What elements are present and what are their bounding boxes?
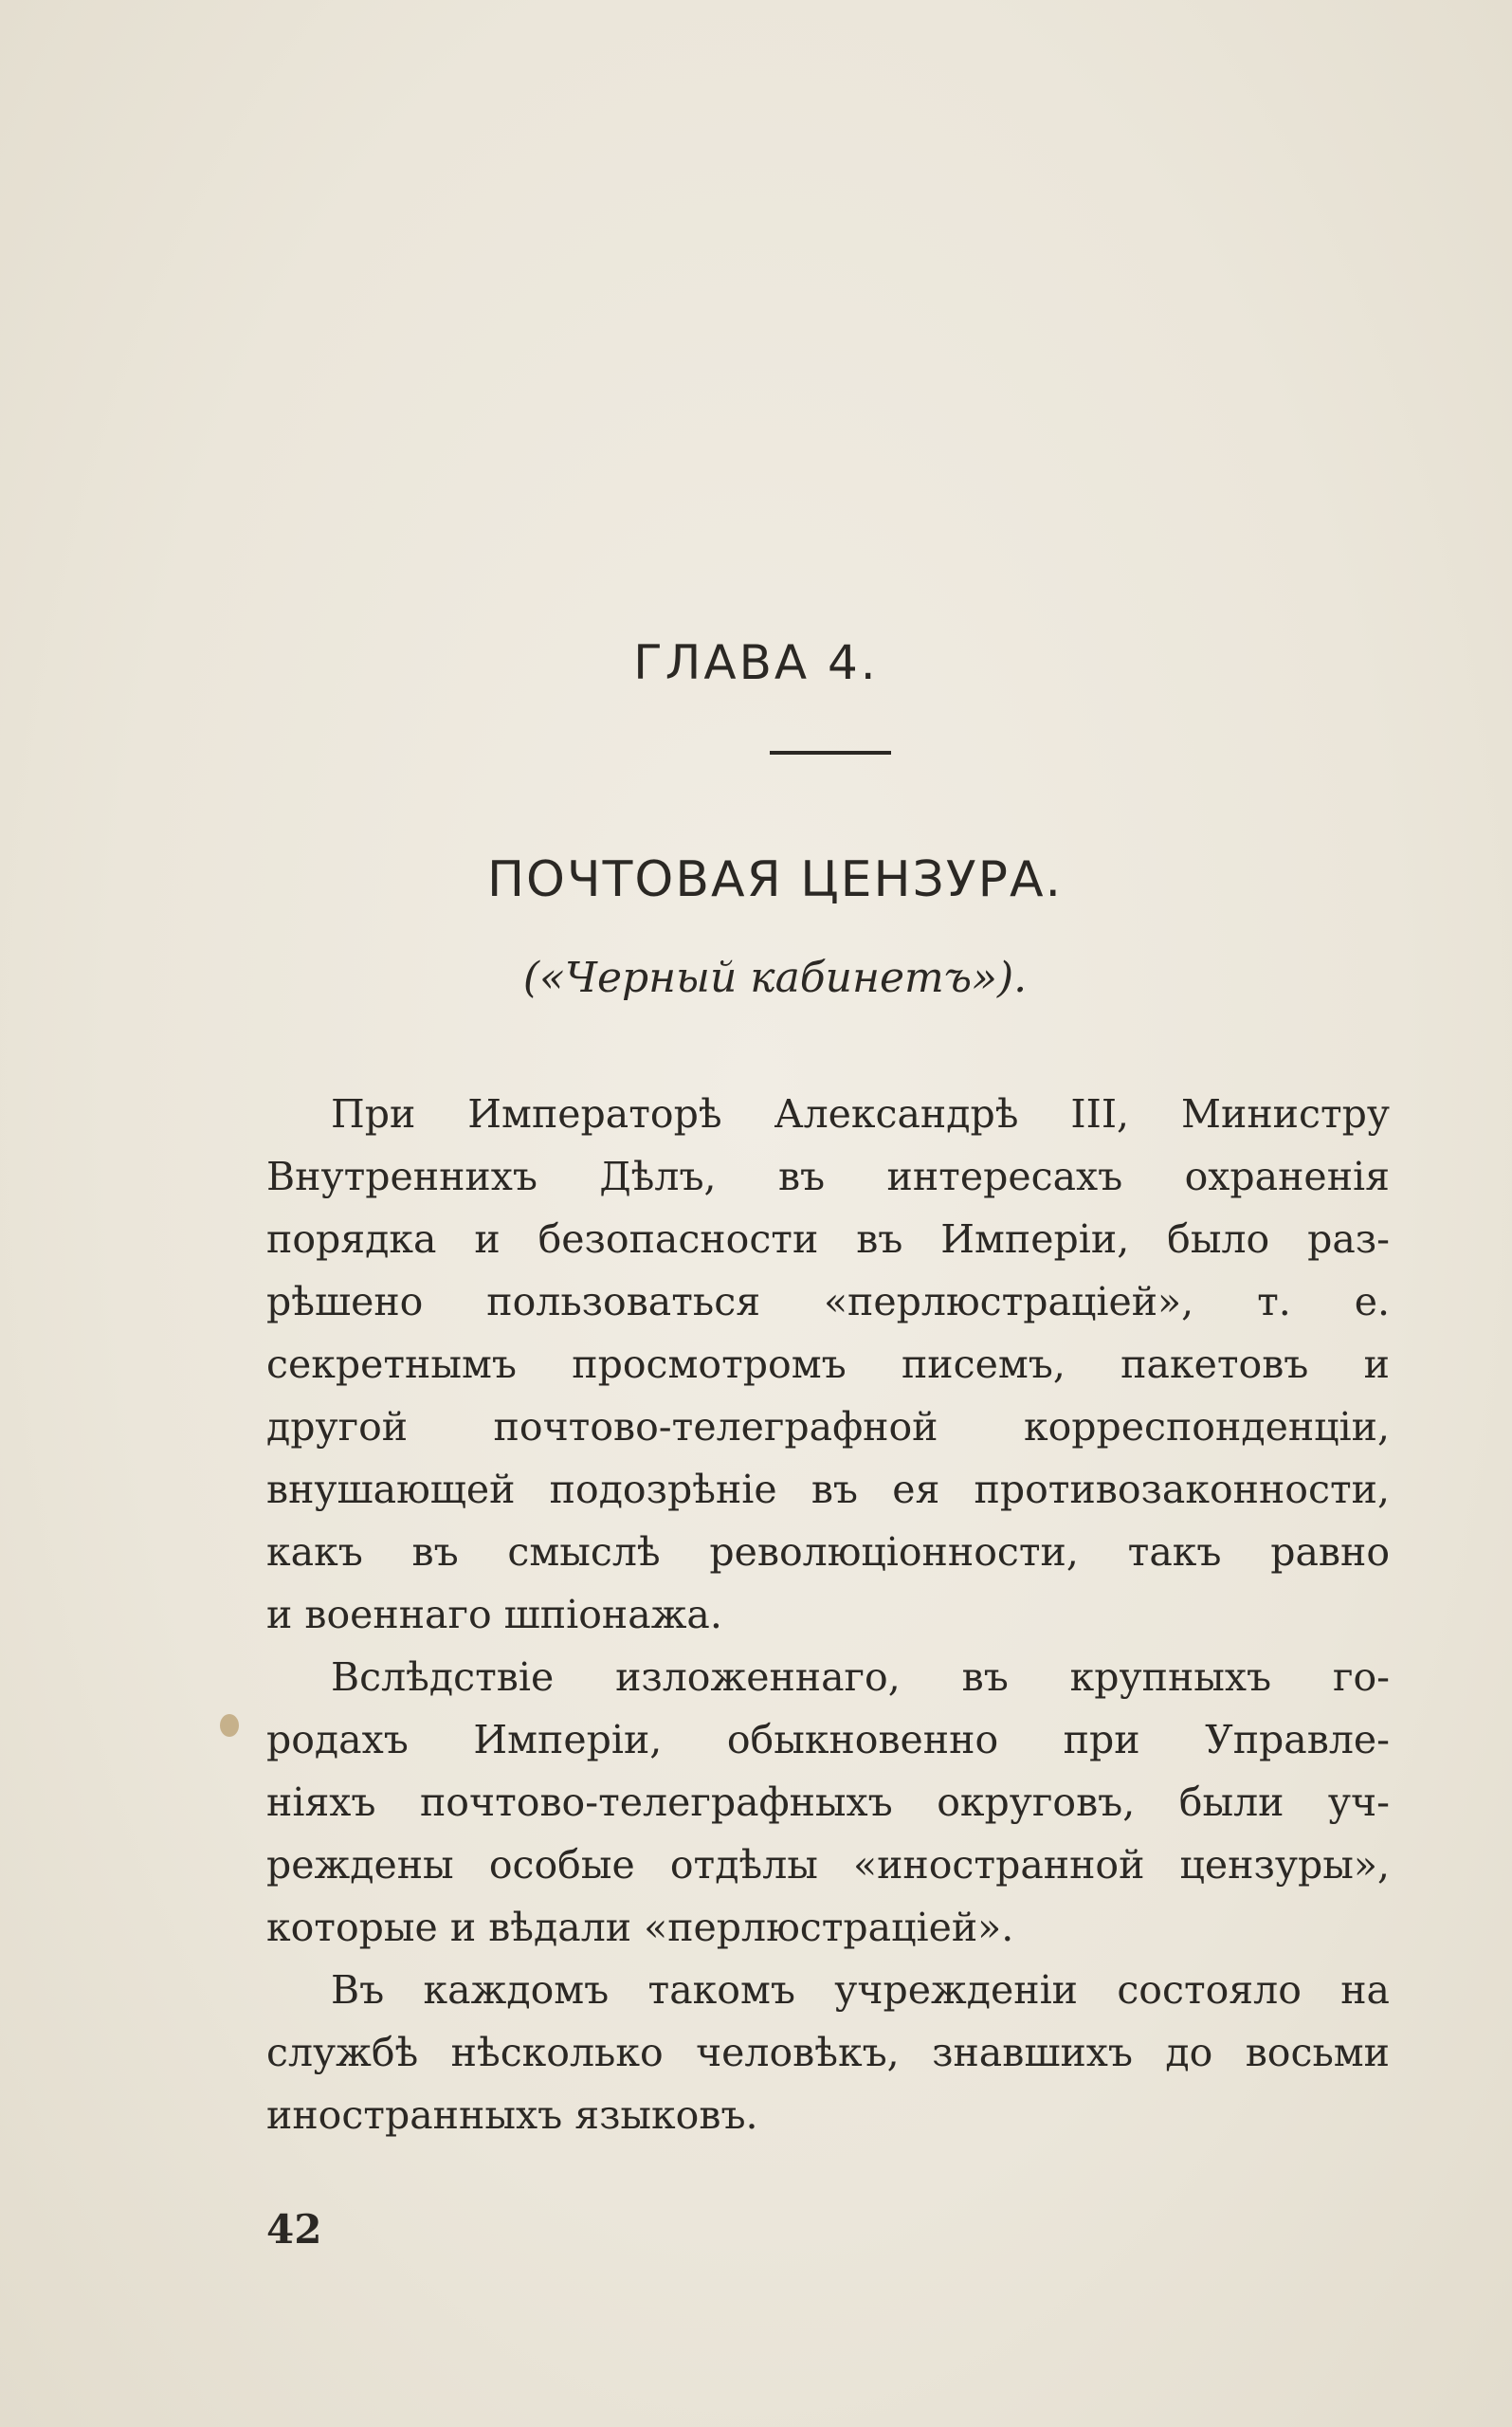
chapter-heading: ГЛАВА 4. — [633, 635, 879, 690]
paper-stain — [220, 1714, 239, 1737]
body-text — [266, 1083, 1390, 2146]
body-line: иностранныхъ языковъ. — [266, 2092, 758, 2138]
body-line: службѣ нѣсколько человѣкъ, знавшихъ до восьми — [266, 2030, 1390, 2075]
body-line: другой почтово-телеграфной корреспонденціи, — [266, 1404, 1390, 1450]
section-title: ПОЧТОВАЯ ЦЕНЗУРА. — [486, 851, 1064, 908]
body-line: При Императорѣ Александрѣ III, Министру — [331, 1091, 1390, 1137]
body-line: ніяхъ почтово-телеграфныхъ округовъ, были уч- — [266, 1779, 1390, 1825]
section-subtitle: («Черный кабинетъ»). — [522, 954, 1028, 1002]
page-number: 42 — [266, 2206, 322, 2253]
body-line: Въ каждомъ такомъ учрежденіи состояло на — [331, 1967, 1390, 2013]
body-line: рѣшено пользоваться «перлюстраціей», т. е. — [266, 1279, 1390, 1324]
body-line: Вслѣдствіе изложеннаго, въ крупныхъ го- — [331, 1654, 1390, 1700]
body-line: родахъ Имперіи, обыкновенно при Управле- — [266, 1717, 1390, 1762]
heading-divider — [770, 751, 891, 755]
body-line: какъ въ смыслѣ революціонности, такъ равно — [266, 1529, 1390, 1575]
body-line: внушающей подозрѣніе въ ея противозаконности, — [266, 1467, 1390, 1512]
body-line: порядка и безопасности въ Имперіи, было раз- — [266, 1216, 1390, 1262]
body-line: Внутреннихъ Дѣлъ, въ интересахъ охраненія — [266, 1154, 1390, 1199]
body-line: которые и вѣдали «перлюстраціей». — [266, 1905, 1014, 1950]
body-line: секретнымъ просмотромъ писемъ, пакетовъ и — [266, 1341, 1390, 1387]
body-line: реждены особые отдѣлы «иностранной цензуры», — [266, 1842, 1390, 1888]
body-line: и военнаго шпіонажа. — [266, 1592, 722, 1637]
